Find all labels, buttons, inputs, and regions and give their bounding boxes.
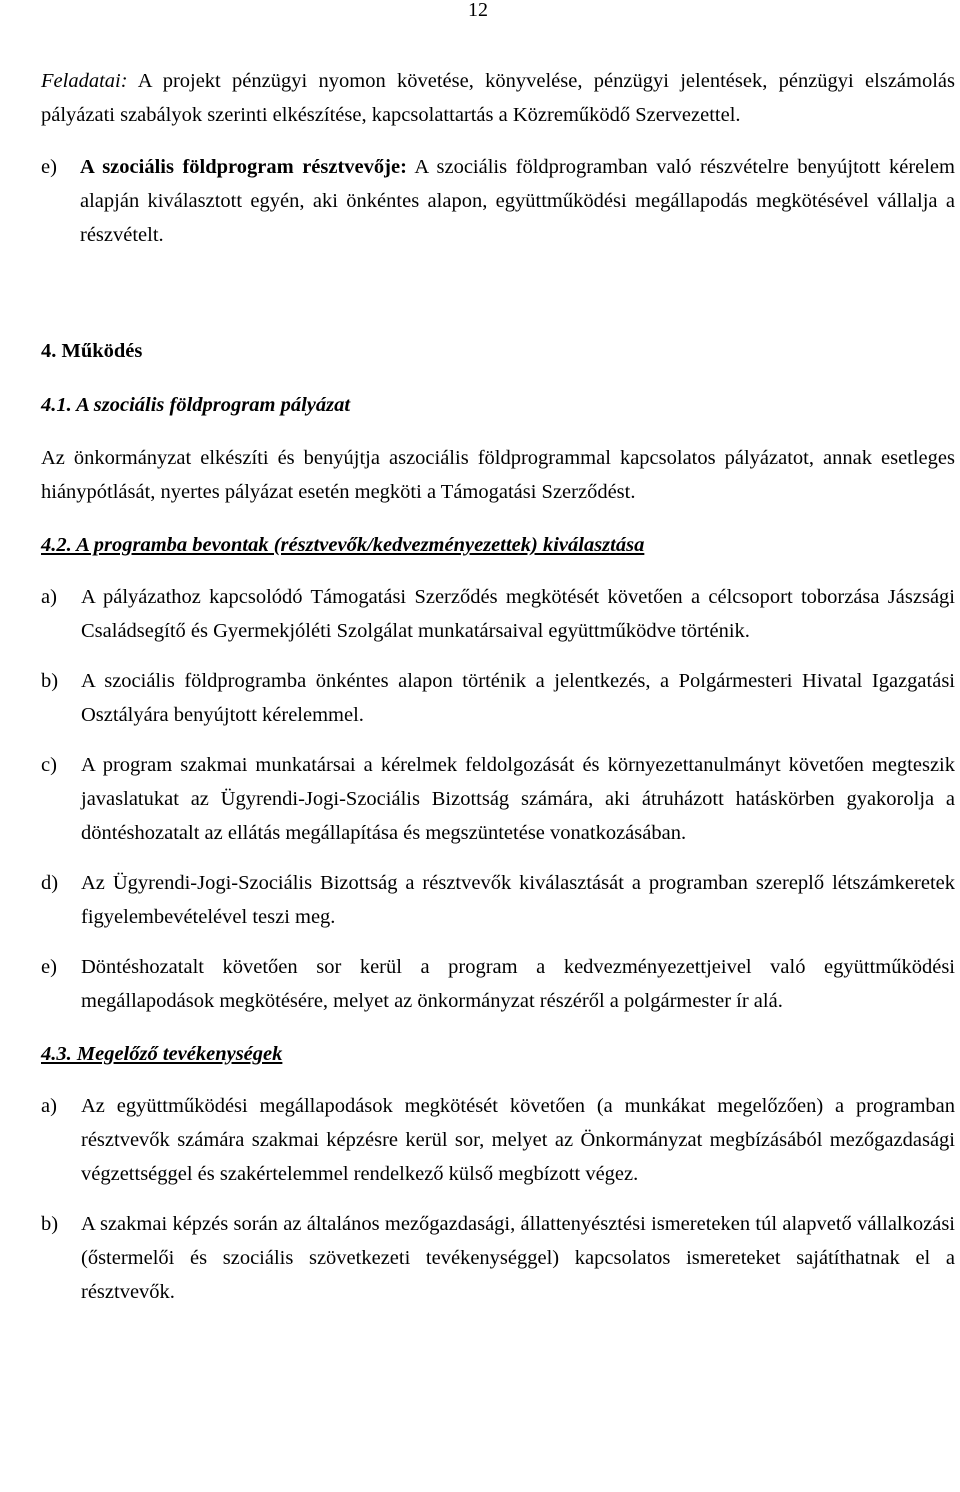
definition-e-term: A szociális földprogram résztvevője: <box>80 156 407 178</box>
list-item: b) A szakmai képzés során az általános mezőgazdasági, állattenyésztési ismereteken túl alapvető vállalkozási (őstermelői és szociális szövetkezeti tevékenységgel) kapcsolatos ismereteket sajátíthatnak el a résztvevők. <box>41 1213 955 1303</box>
document-body <box>41 64 955 1309</box>
definition-e-label: e) <box>41 156 57 178</box>
definition-e-text: A szociális földprogramban való részvételre benyújtott kérelem alapján kiválasztott egyén, aki önkéntes alapon, együttműködési megállapodás megkötésével vállalja a részvételt. <box>80 156 955 246</box>
section-4-title: 4. Működés <box>41 340 143 362</box>
section-4-1-title: 4.1. A szociális földprogram pályázat <box>41 394 351 416</box>
list-item: a) A pályázathoz kapcsolódó Támogatási Szerződés megkötését követően a célcsoport toborzása Jászsági Családsegítő és Gyermekjóléti Szolgálat munkatársaival együttműködve történik. <box>41 586 955 642</box>
definition-e <box>41 150 955 252</box>
feladatai-paragraph <box>41 64 955 132</box>
list-item: a) Az együttműködési megállapodások megkötését követően (a munkákat megelőzően) a programban résztvevők számára szakmai képzésre kerül sor, melyet az Önkormányzat megbízásából mezőgazdasági végzettséggel és szakértelemmel rendelkező külső megbízott végez. <box>41 1095 955 1185</box>
list-item: c) A program szakmai munkatársai a kérelmek feldolgozását és környezettanulmányt követően megteszik javaslatukat az Ügyrendi-Jogi-Szociális Bizottság számára, aki átruházott hatáskörben gyakorolja a döntéshozatalt az ellátás megállapítása és megszüntetése vonatkozásában. <box>41 754 955 844</box>
list-item: d) Az Ügyrendi-Jogi-Szociális Bizottság a résztvevők kiválasztását a programban szereplő létszámkeretek figyelembevételével teszi meg. <box>41 872 955 928</box>
feladatai-text: A projekt pénzügyi nyomon követése, könyvelése, pénzügyi jelentések, pénzügyi elszámolás pályázati szabályok szerinti elkészítése, kapcsolattartás a Közreműködő Szervezettel. <box>41 70 955 126</box>
section-4-1-text: Az önkormányzat elkészíti és benyújtja aszociális földprogrammal kapcsolatos pályázatot, annak esetleges hiánypótlását, nyertes pályázat esetén megköti a Támogatási Szerződést. <box>41 447 955 503</box>
section-4-2-list <box>41 580 955 1018</box>
section-4-3-list <box>41 1089 955 1309</box>
section-4-2-title: 4.2. A programba bevontak (résztvevők/kedvezményezettek) kiválasztása <box>41 534 645 556</box>
section-4-3-title: 4.3. Megelőző tevékenységek <box>41 1043 283 1065</box>
feladatai-label: Feladatai: <box>41 70 128 92</box>
list-item: e) Döntéshozatalt követően sor kerül a program a kedvezményezettjeivel való együttműködési megállapodások megkötésére, melyet az önkormányzat részéről a polgármester ír alá. <box>41 956 955 1012</box>
list-item: b) A szociális földprogramba önkéntes alapon történik a jelentkezés, a Polgármesteri Hivatal Igazgatási Osztályára benyújtott kérelemmel. <box>41 670 955 726</box>
